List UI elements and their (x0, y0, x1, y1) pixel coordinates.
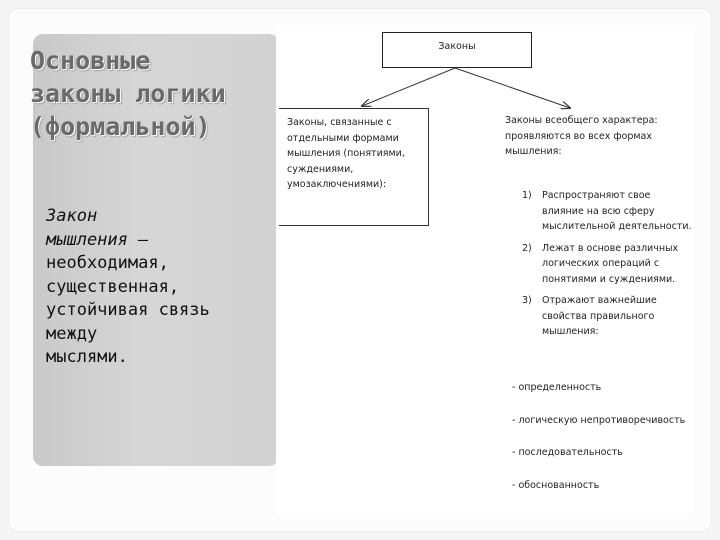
property-item: - определенность (512, 382, 602, 393)
list-item-line: мышления: (542, 326, 599, 337)
list-item-line: Лежат в основе различных (542, 242, 679, 254)
list-item-number: 3) (522, 295, 532, 306)
definition-term: Закон (46, 206, 98, 226)
root-node-laws (382, 32, 532, 68)
list-item-number: 2) (522, 242, 532, 254)
list-item-line: мыслительной деятельности. (542, 221, 692, 232)
title-line: законы логики (30, 79, 226, 108)
definition-text-line: устойчивая связь (46, 300, 210, 320)
property-item: - логическую непротиворечивость (512, 414, 686, 426)
list-item-line: понятиями и суждениями. (542, 273, 676, 285)
title-line: (формальной) (30, 112, 211, 141)
list-item-number: 1) (522, 190, 532, 201)
node-text-line: Законы, связанные с (287, 117, 392, 128)
list-item (522, 188, 697, 235)
definition-text-line: между (46, 323, 98, 344)
root-node-label: Законы (438, 41, 476, 52)
specific-forms-laws-text (287, 115, 425, 193)
thinking-properties-list (512, 380, 685, 510)
arrow-to-left-box (362, 68, 455, 106)
universal-laws-list (522, 188, 697, 346)
heading-line: Законы всеобщего характера: (505, 115, 658, 126)
arrow-to-right-branch (455, 68, 570, 108)
property-item: - обоснованность (512, 479, 600, 491)
list-item (522, 293, 697, 340)
node-text-line: отдельными формами (287, 132, 399, 144)
definition-text-line: существенная, (46, 276, 180, 297)
list-item-line: Распространяют свое (542, 190, 651, 201)
heading-line: мышления: (505, 146, 562, 157)
definition-text-line: мыслями. (46, 347, 128, 367)
title-line: Основные (30, 46, 151, 75)
specific-forms-laws-node (279, 108, 429, 226)
list-item-line: влияние на всю сферу (542, 205, 655, 217)
list-item-line: логических операций с (542, 258, 660, 269)
node-text-line: умозаключениями): (287, 179, 387, 190)
definition-text-line: необходимая, (46, 253, 169, 273)
node-text-line: суждениями, (287, 163, 354, 175)
heading-line: проявляются во всех формах (505, 130, 652, 142)
list-item-line: Отражают важнейшие (542, 295, 657, 306)
list-item-line: свойства правильного (542, 310, 655, 322)
universal-laws-heading (505, 113, 695, 160)
property-item: - последовательность (512, 447, 623, 458)
node-text-line: мышления (понятиями, (287, 148, 405, 159)
definition-term: мышления – (46, 229, 149, 250)
list-item (522, 241, 697, 288)
